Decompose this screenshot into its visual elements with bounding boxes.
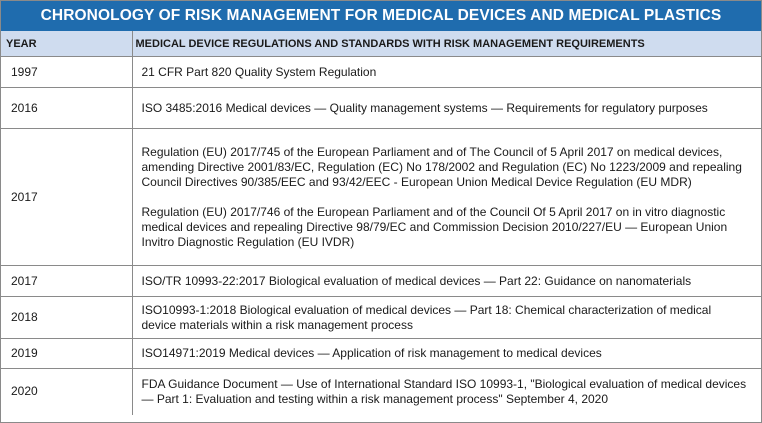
- regulation-entry: Regulation (EU) 2017/745 of the European Parliament and of The Council of 5 April 2017 on medical devices, amending Directive 2001/83/EC, Regulation (EC) No 178/2002 and Regulation (EC) No 1223/2009 and repealing Council Directives 90/385/EEC and 93/42/EEC - European Union Medical Device Regulation (EU MDR): [141, 144, 742, 189]
- column-header-year: YEAR: [1, 31, 132, 57]
- regulation-entry: ISO10993-1:2018 Biological evaluation of medical devices — Part 18: Chemical characterization of medical device materials within a risk management process: [141, 302, 712, 332]
- regulation-cell: [132, 57, 761, 88]
- regulation-entry: FDA Guidance Document — Use of International Standard ISO 10993-1, "Biological evaluation of medical devices — Part 1: Evaluation and testing within a risk management process" September 4, 2020: [141, 376, 747, 406]
- table-row: [1, 369, 761, 415]
- year-cell: 2020: [1, 369, 132, 415]
- year-cell: 2019: [1, 339, 132, 369]
- column-header-regulations: MEDICAL DEVICE REGULATIONS AND STANDARDS WITH RISK MANAGEMENT REQUIREMENTS: [132, 31, 761, 57]
- table-row: [1, 339, 761, 369]
- regulation-cell: [132, 369, 761, 415]
- year-cell: 2016: [1, 88, 132, 129]
- year-cell: 2017: [1, 129, 132, 266]
- table-row: [1, 88, 761, 129]
- year-cell: 2017: [1, 266, 132, 297]
- regulation-cell: [132, 266, 761, 297]
- year-cell: 1997: [11, 64, 38, 79]
- table-row: [1, 297, 761, 339]
- regulation-entry: 21 CFR Part 820 Quality System Regulation: [141, 64, 377, 79]
- table-row: [1, 266, 761, 297]
- year-cell: 2018: [1, 297, 132, 339]
- regulation-entry: ISO 3485:2016 Medical devices — Quality management systems — Requirements for regulatory purposes: [141, 100, 708, 115]
- regulation-entry: ISO14971:2019 Medical devices — Application of risk management to medical devices: [141, 346, 602, 360]
- table-row: [1, 129, 761, 266]
- regulation-cell: [132, 129, 761, 266]
- regulation-cell: [132, 339, 761, 369]
- table-row: [1, 57, 761, 88]
- header-row: [1, 31, 761, 57]
- table-title: CHRONOLOGY OF RISK MANAGEMENT FOR MEDICAL DEVICES AND MEDICAL PLASTICS: [1, 1, 761, 31]
- regulation-cell: [132, 88, 761, 129]
- regulation-cell: [132, 297, 761, 339]
- regulation-entry: Regulation (EU) 2017/746 of the European Parliament and of the Council Of 5 April 2017 on in vitro diagnostic medical devices and repealing Directive 98/79/EC and Commission Decision 2010/227/EU — European Union Invitro Diagnostic Regulation (EU IVDR): [141, 204, 728, 249]
- regulations-table: [1, 31, 761, 415]
- regulation-entry: ISO/TR 10993-22:2017 Biological evaluation of medical devices — Part 22: Guidance on nanomaterials: [141, 273, 692, 288]
